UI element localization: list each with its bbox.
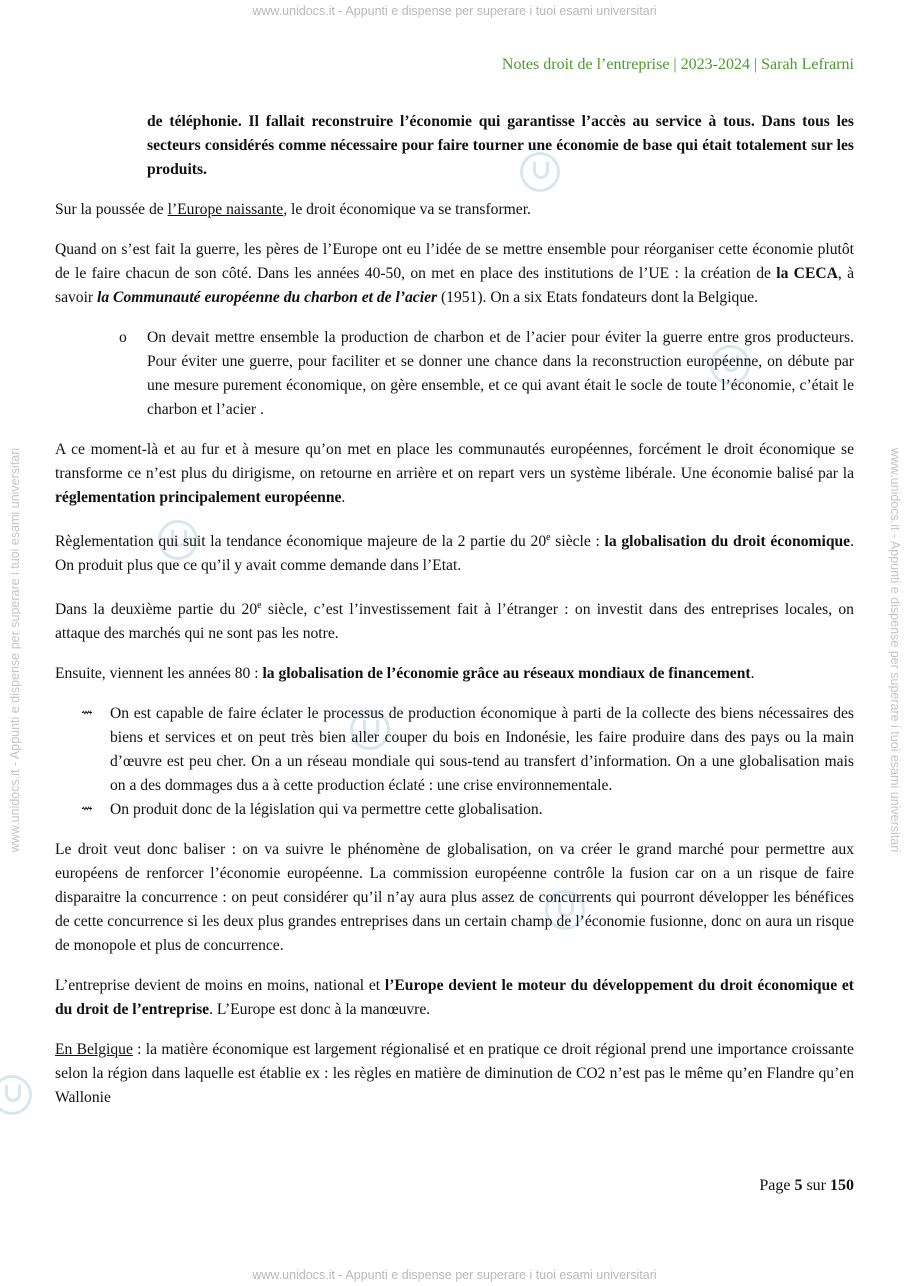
unidocs-logo-icon bbox=[0, 1075, 32, 1115]
watermark-top: www.unidocs.it - Appunti e dispense per superare i tuoi esami universitari bbox=[252, 4, 657, 18]
page-number: 5 bbox=[794, 1177, 803, 1194]
header-title: Notes droit de l’entreprise bbox=[501, 56, 670, 73]
page-total: 150 bbox=[830, 1177, 854, 1194]
arrow-bullet-item: ⇝ On est capable de faire éclater le processus de production économique à parti de la collecte des biens nécessaires des biens et services et on peut très bien aller couper du bois en Indonésie, les faire produire dans des pays ou la main d’œuvre est peu cher. On a un réseau mondiale qui sous-tend au transfert d’information. On a une globalisation mais on a des dommages dus a à cette production éclaté : une crise environnementale. bbox=[55, 702, 854, 798]
paragraph-communautes: A ce moment-là et au fur et à mesure qu’on met en place les communautés européennes, forcément le droit économique se transforme ce n’est plus du dirigisme, on retourne en arrière et on repart vers un système libérale. Une économie balisé par la réglementation principalement européenne. bbox=[55, 441, 854, 506]
arrow-bullet-icon: ⇝ bbox=[81, 802, 93, 818]
document-body bbox=[55, 110, 854, 1126]
watermark-left: www.unidocs.it - Appunti e dispense per superare i tuoi esami universitari bbox=[8, 447, 22, 853]
bullet-circle-icon: o bbox=[119, 329, 127, 346]
header-author: Sarah Lefrarni bbox=[761, 56, 854, 73]
paragraph-investissement: Dans la deuxième partie du 20e siècle, c’est l’investissement fait à l’étranger : on investit dans des entreprises locales, on attaque des marchés qui ne sont pas les notre. bbox=[55, 600, 854, 643]
paragraph-ceca: Quand on s’est fait la guerre, les pères de l’Europe ont eu l’idée de se mettre ensemble pour réorganiser cette économie plutôt de le faire chacun de son côté. Dans les années 40-50, on met en place des institutions de l’UE : la création de la CECA, à savoir la Communauté européenne du charbon et de l’acier (1951). On a six Etats fondateurs dont la Belgique. bbox=[55, 241, 854, 306]
arrow-bullet-icon: ⇝ bbox=[81, 706, 93, 722]
paragraph-annees-80: Ensuite, viennent les années 80 : la globalisation de l’économie grâce au réseaux mondiaux de financement. bbox=[55, 665, 755, 683]
paragraph-droit-baliser: Le droit veut donc baliser : on va suivre le phénomène de globalisation, on va créer le grand marché pour permettre aux européens de renforcer l’économie européenne. La commission européenne contrôle la fusion car on a un risque de faire disparaitre la concurrence : on peut considérer qu’il n’ay aura plus assez de concurrents qui pourront développer les bénéfices de cette concurrence si les deux plus grandes entreprises dans un certain champ de l’économie fusionne, donc on aura un risque de monopole et plus de concurrence. bbox=[55, 841, 854, 955]
paragraph-reglementation: Règlementation qui suit la tendance économique majeure de la 2 partie du 20e siècle : la globalisation du droit économique. On produit plus que ce qu’il y avait comme demande dans l’Etat. bbox=[55, 532, 854, 575]
header-year: 2023-2024 bbox=[680, 56, 750, 73]
arrow-bullet-list bbox=[55, 702, 854, 822]
bullet-charbon-acier: o On devait mettre ensemble la production de charbon et de l’acier pour éviter la guerre entre gros producteurs. Pour éviter une guerre, pour faciliter et se donner une chance dans la reconstruction européenne, on débute par une mesure purement économique, on gère ensemble, et ce qui avant était le socle de toute l’économie, c’était le charbon et l’acier . bbox=[55, 326, 854, 422]
page-footer: Page 5 sur 150 bbox=[759, 1177, 854, 1194]
paragraph-entreprise-europe: L’entreprise devient de moins en moins, national et l’Europe devient le moteur du développement du droit économique et du droit de l’entreprise. L’Europe est donc à la manœuvre. bbox=[55, 977, 855, 1019]
watermark-right: www.unidocs.it - Appunti e dispense per superare i tuoi esami universitari bbox=[888, 447, 902, 853]
arrow-bullet-item: ⇝ On produit donc de la législation qui va permettre cette globalisation. bbox=[55, 798, 854, 822]
watermark-bottom: www.unidocs.it - Appunti e dispense per superare i tuoi esami universitari bbox=[252, 1268, 657, 1282]
page-header: Notes droit de l’entreprise | 2023-2024 | Sarah Lefrarni bbox=[501, 56, 854, 73]
paragraph-continuation: de téléphonie. Il fallait reconstruire l’économie qui garantisse l’accès au service à tous. Dans tous les secteurs considérés comme nécessaire pour faire tourner une économie de base qui était totalement sur les produits. bbox=[147, 113, 854, 178]
paragraph-europe-naissante: Sur la poussée de l’Europe naissante, le droit économique va se transformer. bbox=[55, 201, 531, 218]
paragraph-belgique: En Belgique : la matière économique est largement régionalisé et en pratique ce droit régional prend une importance croissante selon la région dans laquelle est établie ex : les règles en matière de diminution de CO2 n’est pas le même qu’en Flandre qu’en Wallonie bbox=[55, 1041, 854, 1107]
